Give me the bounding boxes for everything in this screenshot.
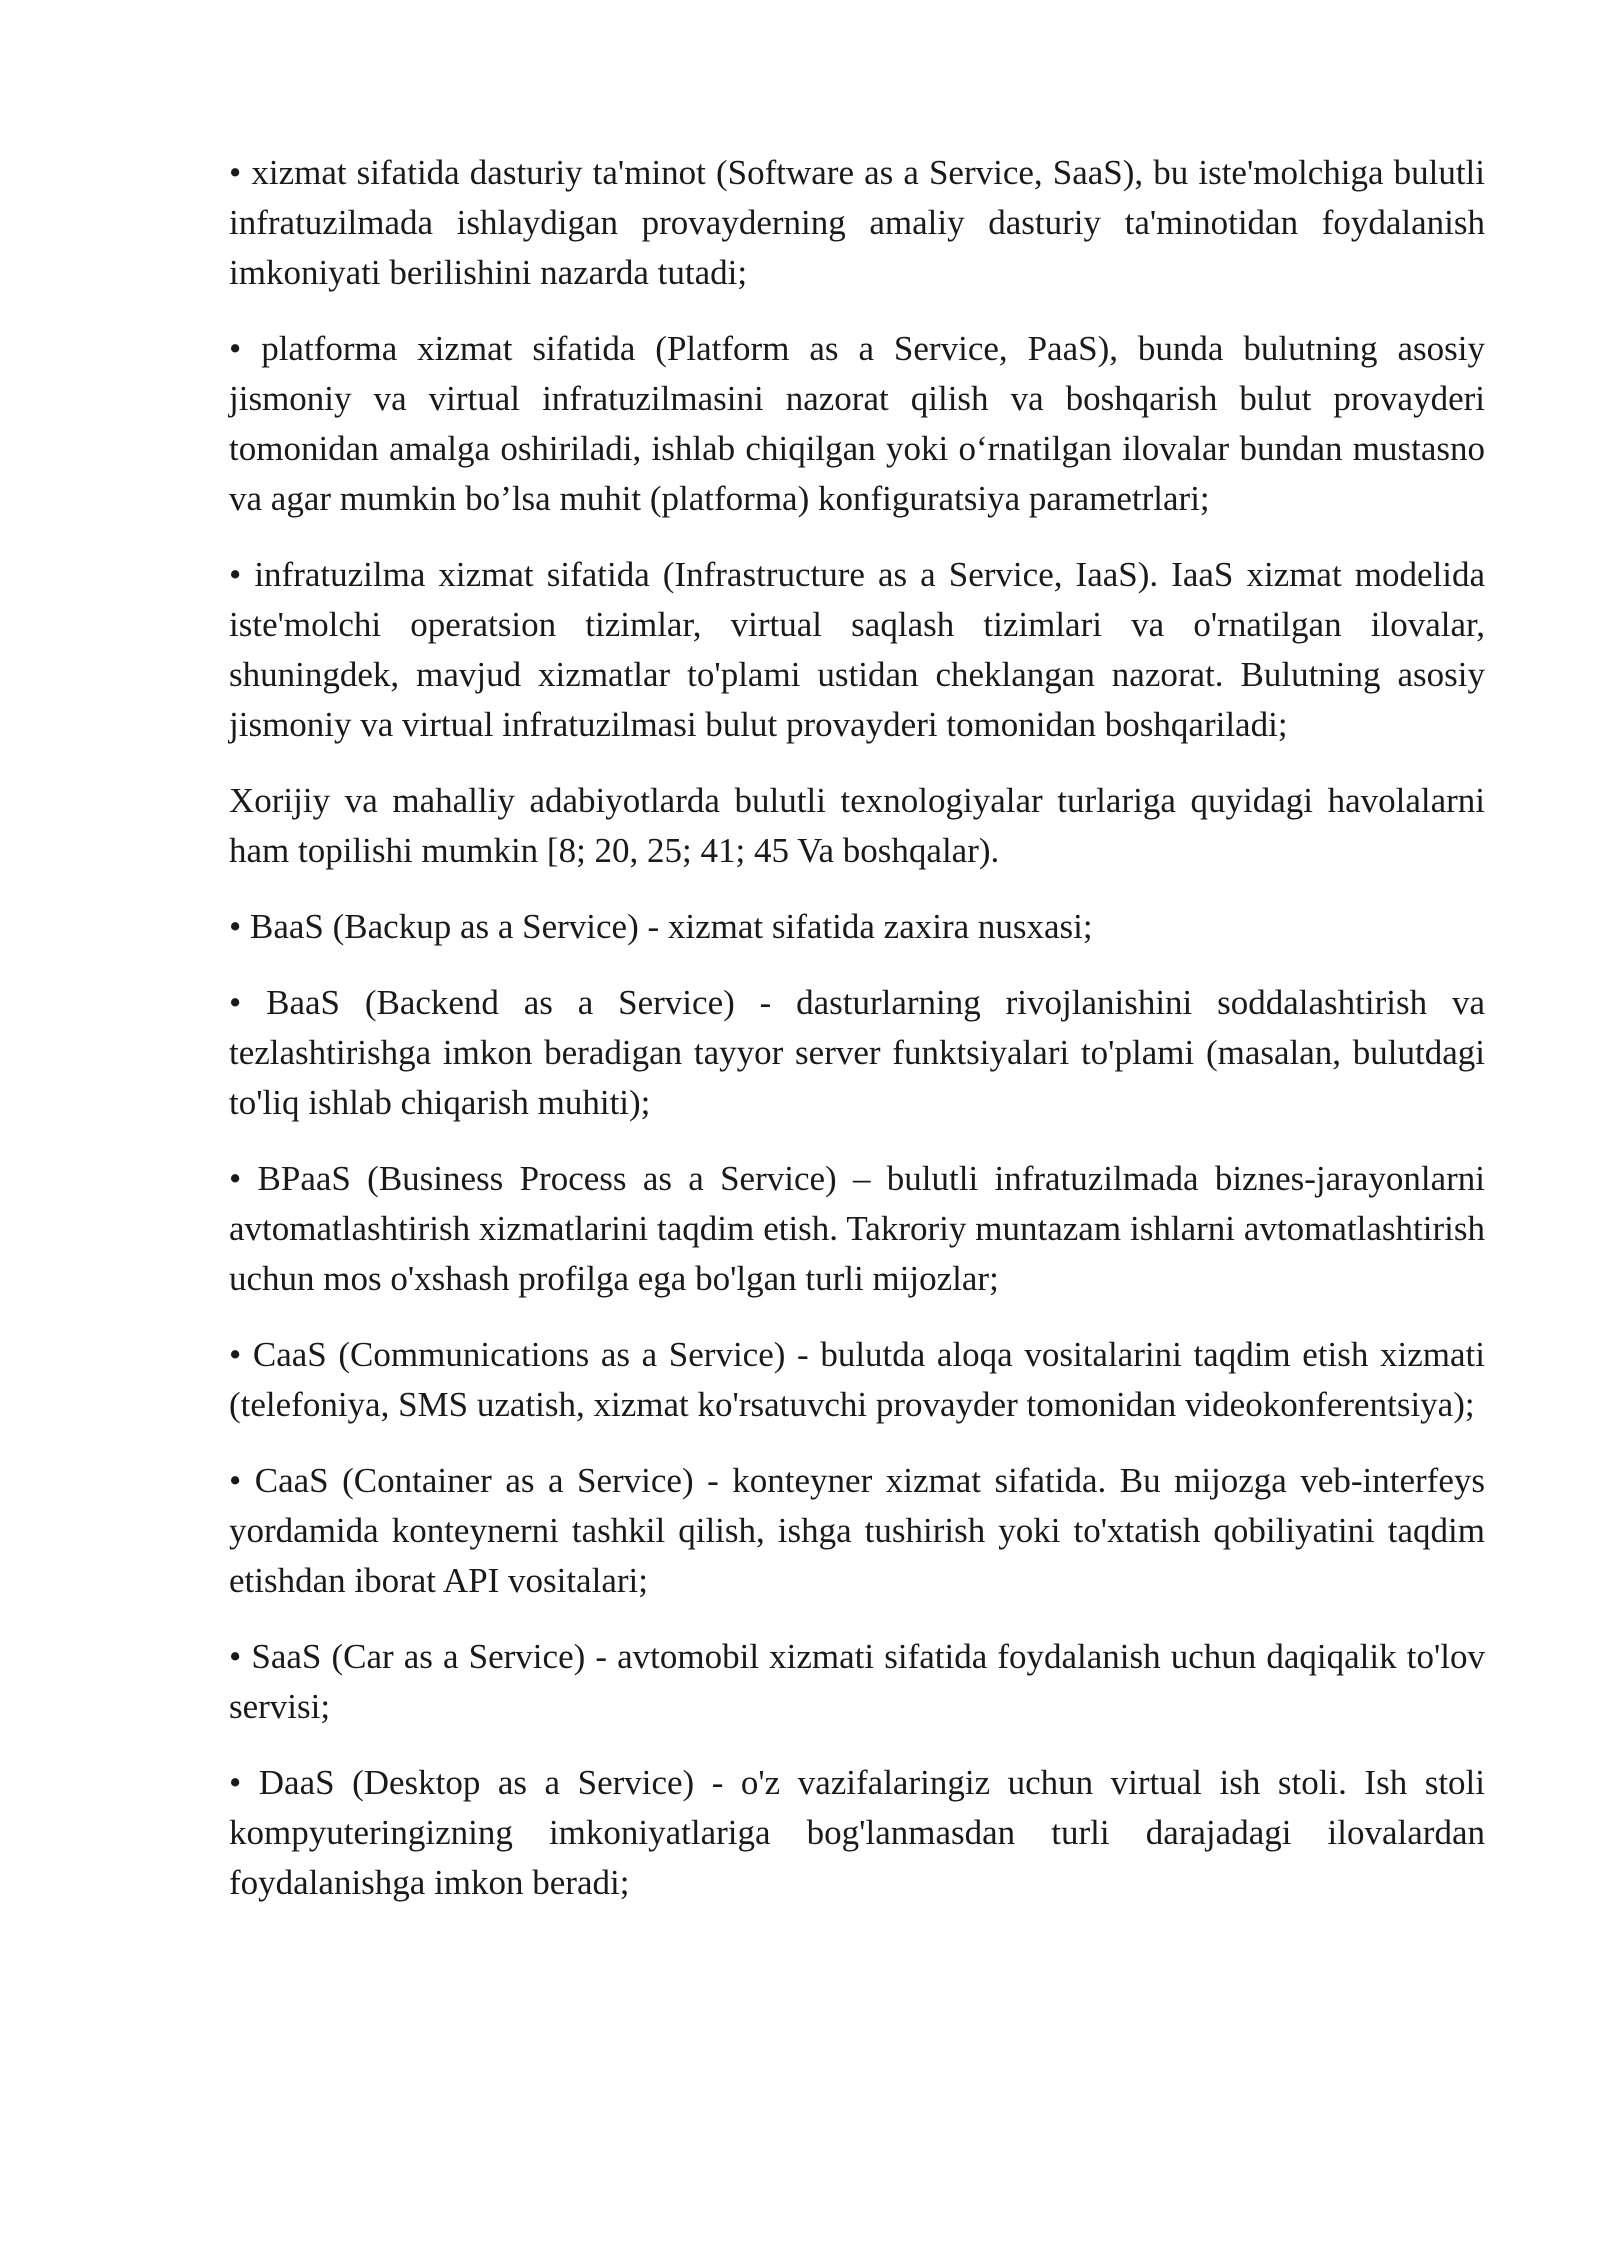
paragraph-caas-communications: • CaaS (Communications as a Service) - bulutda aloqa vositalarini taqdim etish xizmati (telefoniya, SMS uzatish, xizmat ko'rsatuvchi provayder tomonidan videokonferentsiya);	[229, 1335, 1485, 1424]
paragraph-baas-backup: • BaaS (Backup as a Service) - xizmat sifatida zaxira nusxasi;	[229, 907, 1093, 946]
paragraph-iaas: • infratuzilma xizmat sifatida (Infrastructure as a Service, IaaS). IaaS xizmat modelida iste'molchi operatsion tizimlar, virtual saqlash tizimlari va o'rnatilgan ilovalar, shuningdek, mavjud xizmatlar to'plami ustidan cheklangan nazorat. Bulutning asosiy jismoniy va virtual infratuzilmasi bulut provayderi tomonidan boshqariladi;	[229, 555, 1485, 744]
paragraph-literature-intro: Xorijiy va mahalliy adabiyotlarda bulutli texnologiyalar turlariga quyidagi havolalarni ham topilishi mumkin [8; 20, 25; 41; 45 Va boshqalar).	[229, 781, 1485, 870]
paragraph-caas-container: • CaaS (Container as a Service) - konteyner xizmat sifatida. Bu mijozga veb-interfeys yordamida konteynerni tashkil qilish, ishga tushirish yoki to'xtatish qobiliyatini taqdim etishdan iborat API vositalari;	[229, 1461, 1485, 1600]
paragraph-saas: • xizmat sifatida dasturiy ta'minot (Software as a Service, SaaS), bu iste'molchiga bulutli infratuzilmada ishlaydigan provayderning amaliy dasturiy ta'minotidan foydalanish imkoniyati berilishini nazarda tutadi;	[229, 153, 1485, 292]
paragraph-bpaas: • BPaaS (Business Process as a Service) – bulutli infratuzilmada biznes-jarayonlarni avtomatlashtirish xizmatlarini taqdim etish. Takroriy muntazam ishlarni avtomatlashtirish uchun mos o'xshash profilga ega bo'lgan turli mijozlar;	[229, 1159, 1485, 1298]
paragraph-daas: • DaaS (Desktop as a Service) - o'z vazifalaringiz uchun virtual ish stoli. Ish stoli kompyuteringizning imkoniyatlariga bog'lanmasdan turli darajadagi ilovalardan foydalanishga imkon beradi;	[229, 1763, 1485, 1902]
paragraph-saas-car: • SaaS (Car as a Service) - avtomobil xizmati sifatida foydalanish uchun daqiqalik to'lov servisi;	[229, 1637, 1485, 1726]
document-page	[229, 148, 1485, 1934]
paragraph-baas-backend: • BaaS (Backend as a Service) - dasturlarning rivojlanishini soddalashtirish va tezlashtirishga imkon beradigan tayyor server funktsiyalari to'plami (masalan, bulutdagi to'liq ishlab chiqarish muhiti);	[229, 983, 1485, 1122]
paragraph-paas: • platforma xizmat sifatida (Platform as a Service, PaaS), bunda bulutning asosiy jismoniy va virtual infratuzilmasini nazorat qilish va boshqarish bulut provayderi tomonidan amalga oshiriladi, ishlab chiqilgan yoki o‘rnatilgan ilovalar bundan mustasno va agar mumkin bo’lsa muhit (platforma) konfiguratsiya parametrlari;	[229, 329, 1485, 518]
